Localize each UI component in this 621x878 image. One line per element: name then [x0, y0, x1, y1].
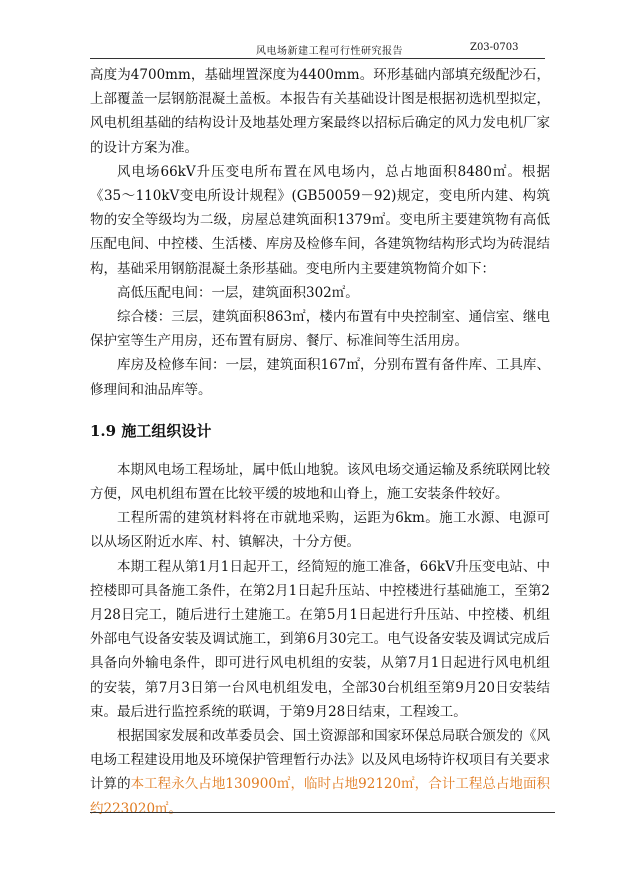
paragraph: 本期工程从第1月1日起开工，经简短的施工准备，66kV升压变电站、中控楼即可具备施工条件，在第2月1日起升压站、中控楼进行基础施工，至第2月28日完工，随后进行土建施工。在第5月1日起进行升压站、中控楼、机组外部电气设备安装及调试施工，到第6月30完工。电气设备安装及调试完成后具备向外输电条件，即可进行风电机组的安装，从第7月1日起进行风电机组的安装，第7月3日第一台风电机组发电，全部30台机组至第9月20日安装结束。最后进行监控系统的联调，于第9月28日结束，工程竣工。: [90, 558, 550, 720]
paragraph: 风电场66kV升压变电所布置在风电场内，总占地面积8480㎡。根据《35～110kV变电所设计规程》(GB50059－92)规定，变电所内建、构筑物的安全等级均为二级，房屋总建筑面积1379㎡。变电所主要建筑物有高低压配电间、中控楼、生活楼、库房及检修车间，各建筑物结构形式均为砖混结构，基础采用钢筋混凝土条形基础。变电所内主要建筑物简介如下：: [90, 163, 550, 277]
page-header: [90, 40, 545, 59]
document-body: [90, 63, 550, 821]
paragraph: 工程所需的建筑材料将在市就地采购，运距为6km。施工水源、电源可以从场区附近水库、村、镇解决，十分方便。: [90, 510, 550, 551]
paragraph: 综合楼：三层，建筑面积863㎡，楼内布置有中央控制室、通信室、继电保护室等生产用房，还布置有厨房、餐厅、标准间等生活用房。: [90, 309, 550, 350]
paragraph: 本期风电场工程场址，属中低山地貌。该风电场交通运输及系统联网比较方便，风电机组布置在比较平缓的坡地和山脊上，施工安装条件较好。: [90, 461, 550, 503]
header-code: Z03-0703: [470, 42, 519, 53]
footer-divider: [90, 812, 555, 813]
section-heading: 1.9 施工组织设计: [90, 421, 212, 440]
paragraph: 高度为4700mm，基础埋置深度为4400mm。环形基础内部填充级配沙石，上部覆盖一层钢筋混凝土盖板。本报告有关基础设计图是根据初选机型拟定，风电机组基础的结构设计及地基处理方案最终以招标后确定的风力发电机厂家的设计方案为准。: [90, 67, 550, 156]
paragraph: 库房及检修车间：一层，建筑面积167㎡，分别布置有备件库、工具库、修理间和油品库等。: [90, 357, 550, 398]
paragraph: 高低压配电间：一层，建筑面积302㎡。: [117, 284, 359, 301]
land-use-text: 根据国家发展和改革委员会、国土资源部和国家环保总局联合颁发的《风电场工程建设用地及环境保护管理暂行办法》以及风电场特许权项目有关要求计算的: [90, 728, 550, 793]
highlighted-text: 本工程永久占地130900㎡，临时占地92120㎡，合计工程总占地面积约223020㎡。: [90, 776, 550, 817]
paragraph-land-use: [90, 724, 550, 821]
header-title: 风电场新建工程可行性研究报告: [256, 46, 403, 57]
